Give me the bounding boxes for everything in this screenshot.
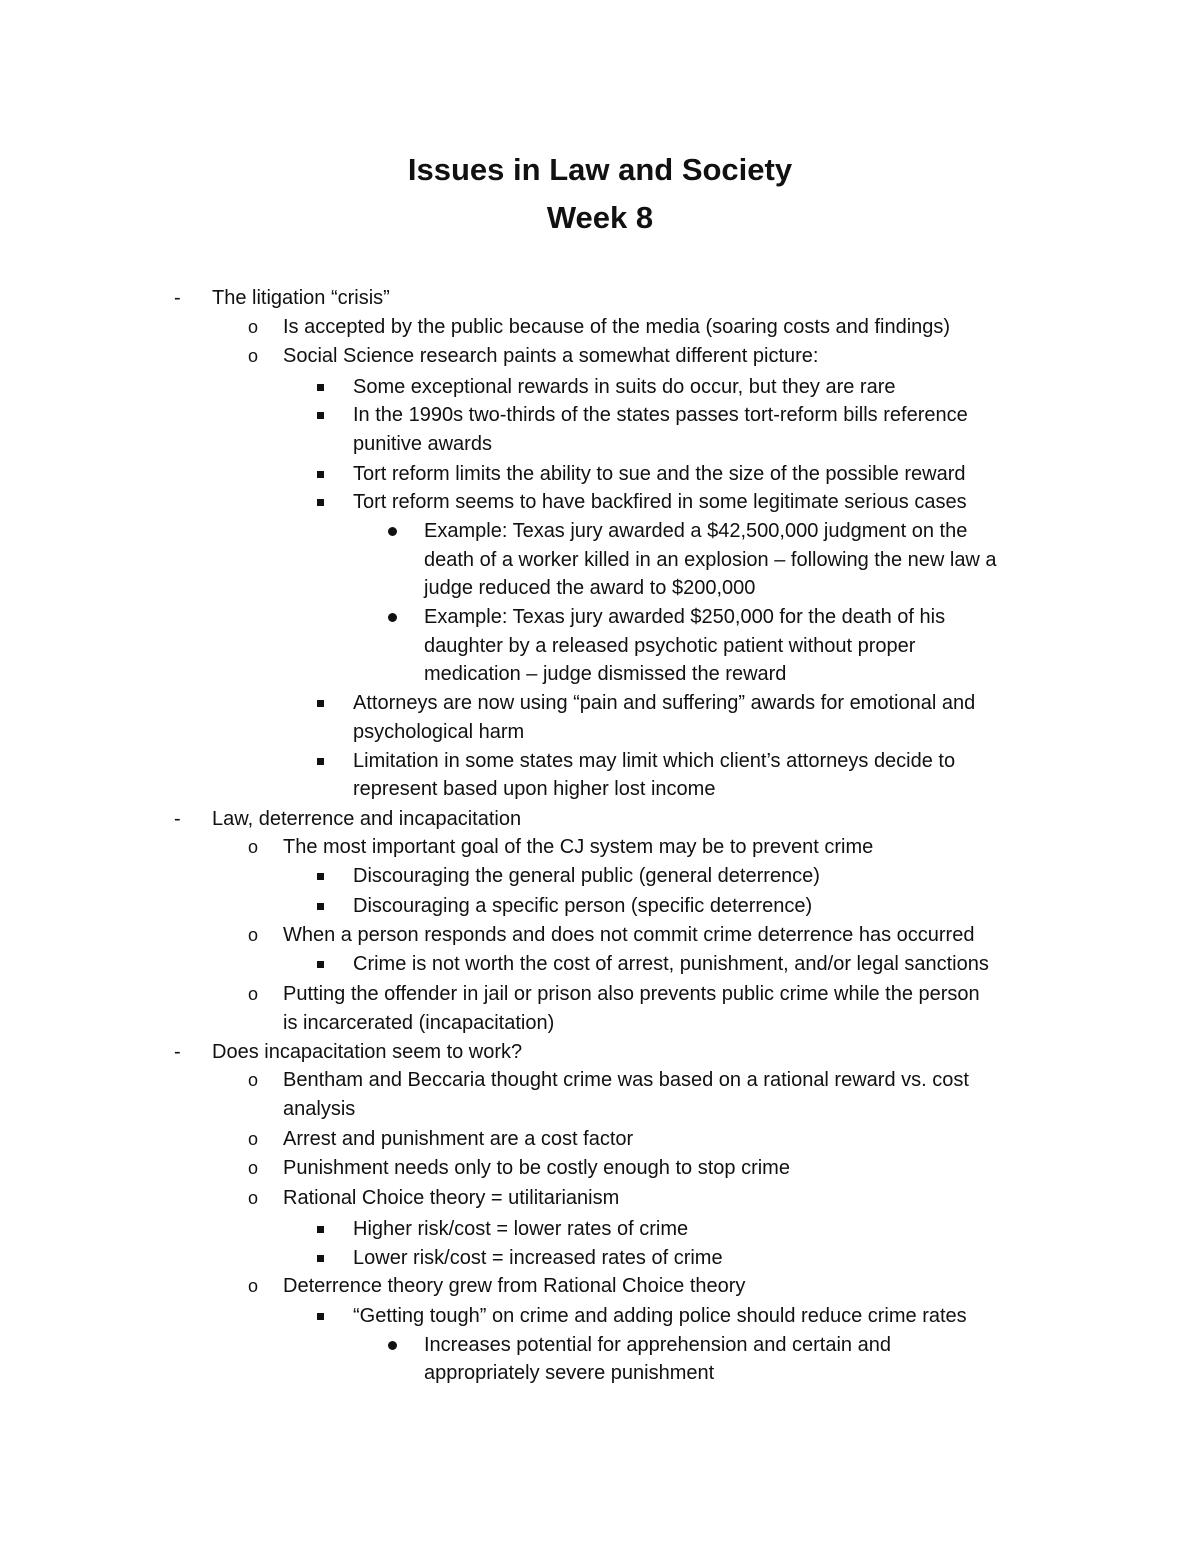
circle-marker: o [248,1188,259,1208]
outline-text: Bentham and Beccaria thought crime was based on a rational reward vs. cost [283,1069,969,1091]
outline-text: Law, deterrence and incapacitation [212,808,522,830]
square-bullet-icon [317,412,324,419]
outline-text: Discouraging a specific person (specific deterrence) [353,895,813,917]
circle-marker: o [248,925,259,945]
circle-marker: o [248,837,259,857]
outline-text: Example: Texas jury awarded $250,000 for the death of his [424,606,946,628]
square-bullet-icon [317,1226,324,1233]
outline-text: Deterrence theory grew from Rational Choice theory [283,1275,746,1297]
outline-text: Tort reform seems to have backfired in some legitimate serious cases [353,491,967,513]
outline-text: analysis [283,1098,356,1120]
document-title: Issues in Law and Society [407,152,793,187]
outline-text: Is accepted by the public because of the media (soaring costs and findings) [283,316,951,338]
circle-marker: o [248,1070,259,1090]
square-bullet-icon [317,499,324,506]
square-bullet-icon [317,384,324,391]
outline-text: Some exceptional rewards in suits do occur, but they are rare [353,376,896,398]
circle-marker: o [248,1158,259,1178]
outline-text: In the 1990s two-thirds of the states passes tort-reform bills reference [353,404,968,426]
outline-text: medication – judge dismissed the reward [424,663,787,685]
square-bullet-icon [317,903,324,910]
square-bullet-icon [317,1255,324,1262]
outline-text: Rational Choice theory = utilitarianism [283,1187,620,1209]
round-bullet-icon [388,1341,397,1350]
outline-text: daughter by a released psychotic patient without proper [424,635,916,657]
title-block [0,146,1200,242]
square-bullet-icon [317,758,324,765]
outline-text: judge reduced the award to $200,000 [424,577,756,599]
square-bullet-icon [317,1313,324,1320]
outline-text: Lower risk/cost = increased rates of crime [353,1247,723,1269]
square-bullet-icon [317,471,324,478]
outline-text: The litigation “crisis” [212,287,390,309]
outline-text: is incarcerated (incapacitation) [283,1012,555,1034]
outline-text: “Getting tough” on crime and adding police should reduce crime rates [353,1305,967,1327]
round-bullet-icon [388,613,397,622]
circle-marker: o [248,346,259,366]
dash-marker: - [174,1041,181,1063]
outline-text: The most important goal of the CJ system may be to prevent crime [283,836,874,858]
outline-text: When a person responds and does not commit crime deterrence has occurred [283,924,975,946]
outline-text: Limitation in some states may limit which client’s attorneys decide to [353,750,956,772]
outline-text: Does incapacitation seem to work? [212,1041,523,1063]
dash-marker: - [174,287,181,309]
square-bullet-icon [317,961,324,968]
outline-text: psychological harm [353,721,525,743]
circle-marker: o [248,1276,259,1296]
outline-text: punitive awards [353,433,492,455]
square-bullet-icon [317,873,324,880]
outline-text: represent based upon higher lost income [353,778,716,800]
round-bullet-icon [388,527,397,536]
outline-text: Attorneys are now using “pain and suffering” awards for emotional and [353,692,976,714]
outline-text: Arrest and punishment are a cost factor [283,1128,634,1150]
outline-text: Example: Texas jury awarded a $42,500,000 judgment on the [424,520,968,542]
dash-marker: - [174,808,181,830]
outline-text: Increases potential for apprehension and certain and [424,1334,891,1356]
outline-text: Putting the offender in jail or prison also prevents public crime while the person [283,983,980,1005]
outline-text: Tort reform limits the ability to sue and the size of the possible reward [353,463,966,485]
outline-text: Discouraging the general public (general deterrence) [353,865,820,887]
circle-marker: o [248,1129,259,1149]
outline-text: appropriately severe punishment [424,1362,715,1384]
document-subtitle: Week 8 [546,200,654,235]
circle-marker: o [248,317,259,337]
square-bullet-icon [317,700,324,707]
circle-marker: o [248,984,259,1004]
outline-text: Crime is not worth the cost of arrest, punishment, and/or legal sanctions [353,953,989,975]
outline-text: death of a worker killed in an explosion – following the new law a [424,549,997,571]
outline-text: Social Science research paints a somewhat different picture: [283,345,819,367]
outline-text: Higher risk/cost = lower rates of crime [353,1218,689,1240]
outline-text: Punishment needs only to be costly enough to stop crime [283,1157,790,1179]
